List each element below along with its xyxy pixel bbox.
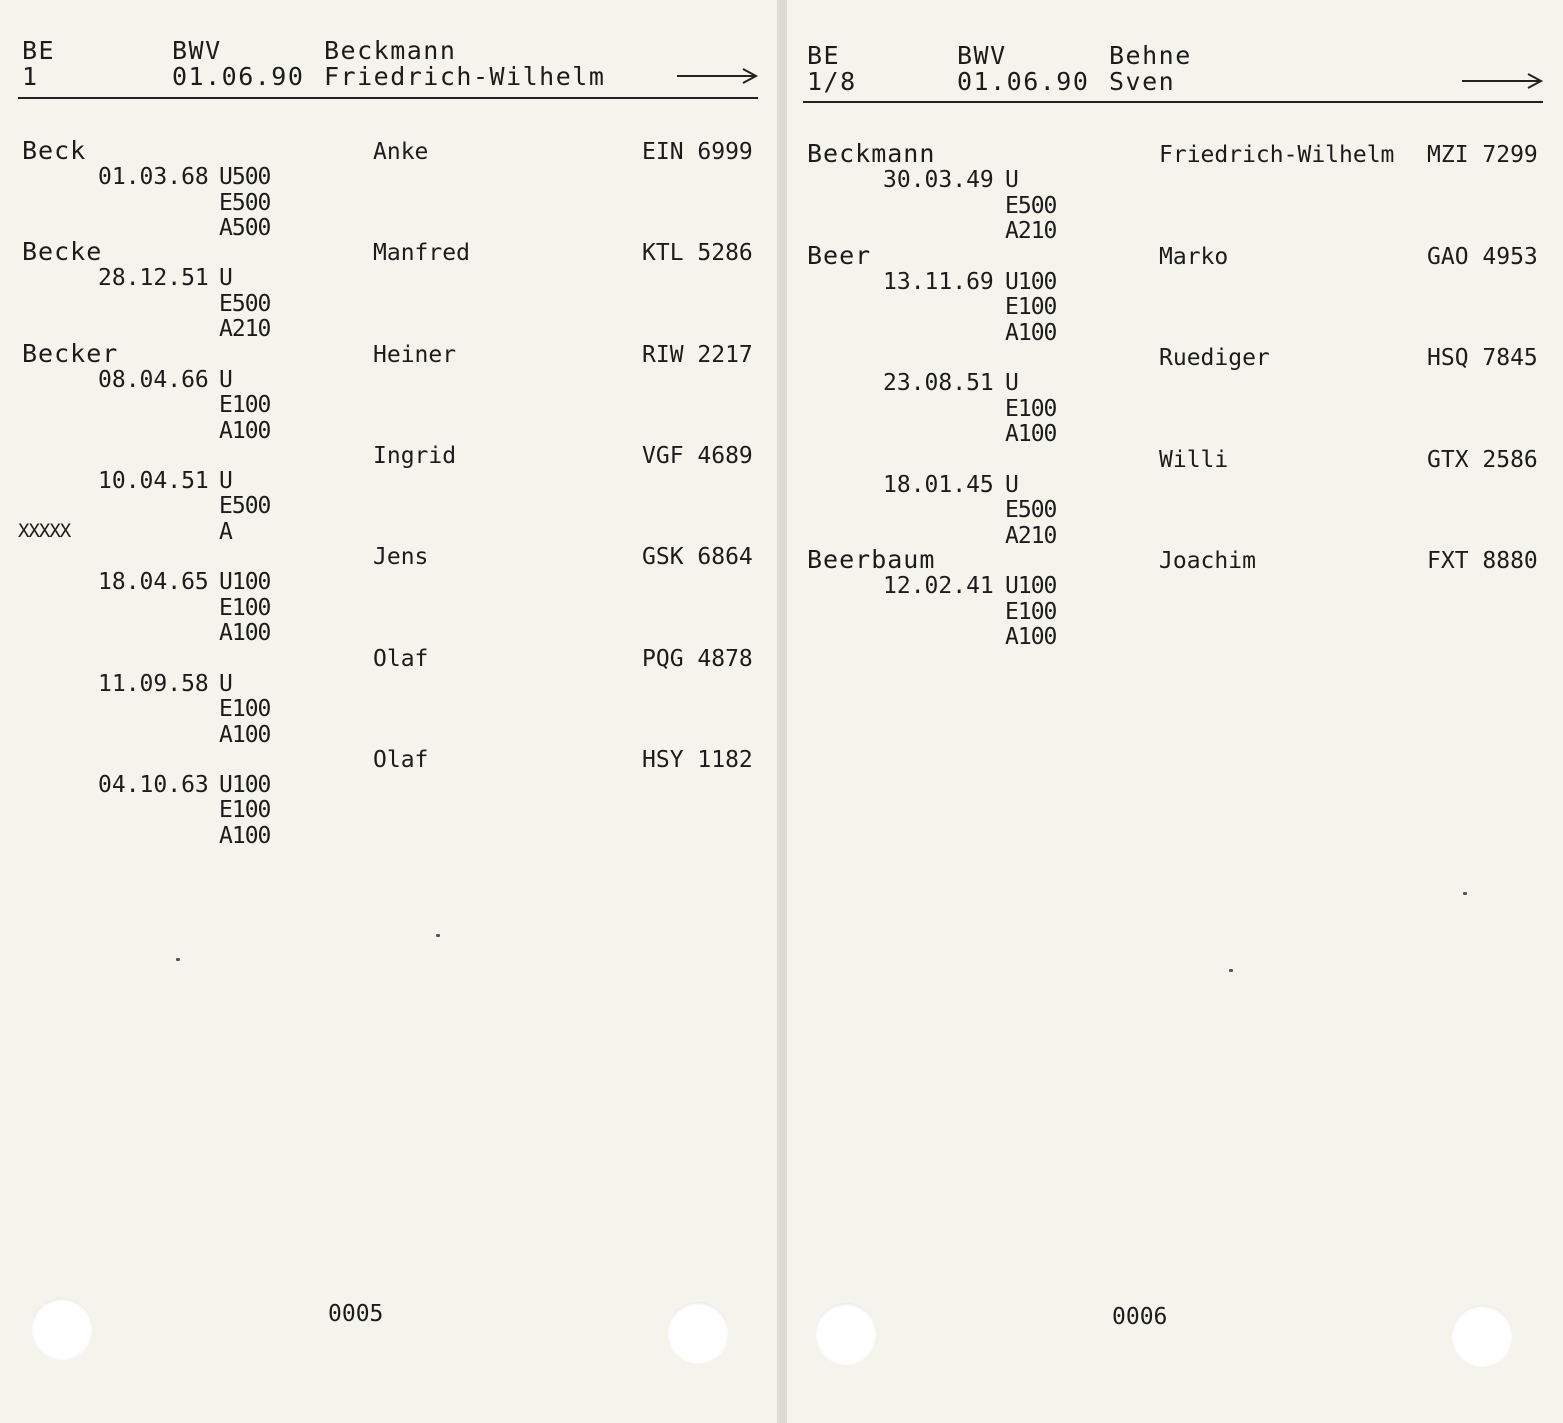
row-date: 23.08.51 (883, 370, 994, 396)
row-id: PQG 4878 (642, 645, 753, 672)
row-code: U (1005, 471, 1018, 498)
row-code: A100 (1005, 624, 1057, 650)
row-surname: Beer (807, 240, 872, 270)
row-code: A (219, 518, 232, 545)
header-org: BWV (957, 41, 1007, 70)
row-code: A100 (219, 822, 271, 849)
punch-hole (31, 1298, 93, 1360)
paper-speck (176, 958, 180, 961)
header-code: BE (807, 41, 841, 70)
header-date: 01.06.90 (957, 67, 1090, 96)
row-id: HSY 1182 (642, 746, 753, 773)
row-code: A210 (1005, 218, 1057, 244)
row-date: 30.03.49 (883, 167, 994, 193)
row-code: E100 (219, 392, 271, 419)
row-mark: XXXXX (18, 519, 71, 542)
row-id: FXT 8880 (1427, 548, 1538, 574)
row-surname: Beckmann (807, 139, 936, 168)
row-date: 18.04.65 (98, 569, 209, 596)
header-rule (18, 97, 758, 99)
row-date: 13.11.69 (883, 268, 994, 295)
row-code: A100 (1005, 319, 1057, 346)
row-code: A100 (219, 721, 271, 748)
row-firstname: Heiner (373, 341, 457, 368)
row-firstname: Jens (373, 544, 429, 571)
row-id: MZI 7299 (1427, 142, 1538, 168)
header-last-name: Behne (1109, 41, 1192, 70)
header-org: BWV (172, 36, 222, 65)
row-date: 12.02.41 (883, 573, 994, 599)
row-code: U (1005, 370, 1018, 396)
row-date: 28.12.51 (98, 265, 209, 292)
row-id: GTX 2586 (1427, 446, 1538, 473)
header-first-name: Sven (1109, 67, 1176, 96)
header-last-name: Beckmann (324, 36, 457, 65)
row-code: E100 (219, 696, 271, 722)
row-code: A210 (219, 316, 271, 343)
header-sheet-number: 1 (22, 62, 39, 91)
row-id: KTL 5286 (642, 240, 753, 267)
row-firstname: Marko (1159, 243, 1229, 270)
row-surname: Becker (22, 338, 119, 368)
row-code: U100 (1005, 268, 1057, 295)
row-code: U (1005, 167, 1018, 193)
header-date: 01.06.90 (172, 62, 305, 91)
row-date: 10.04.51 (98, 467, 209, 494)
row-code: U (219, 467, 232, 494)
header-code: BE (22, 36, 56, 65)
row-code: U500 (219, 164, 271, 190)
row-code: A100 (219, 417, 271, 444)
row-surname: Beerbaum (807, 545, 936, 574)
row-id: EIN 6999 (642, 139, 753, 165)
page-number: 0006 (1112, 1304, 1168, 1330)
row-code: A100 (1005, 421, 1057, 447)
row-code: U (219, 265, 232, 292)
row-code: E100 (1005, 294, 1057, 320)
row-firstname: Joachim (1159, 548, 1256, 574)
row-firstname: Ingrid (373, 442, 457, 469)
row-id: HSQ 7845 (1427, 345, 1538, 371)
row-code: E100 (1005, 395, 1057, 422)
left-page (0, 0, 777, 1423)
row-firstname: Olaf (373, 746, 429, 773)
paper-speck (1463, 892, 1467, 895)
row-code: U100 (1005, 573, 1057, 599)
row-code: U100 (219, 771, 271, 798)
row-date: 11.09.58 (98, 670, 209, 697)
row-code: U (219, 670, 232, 697)
row-code: U (219, 366, 232, 393)
row-date: 01.03.68 (98, 164, 209, 190)
row-code: E500 (219, 290, 271, 317)
paper-speck (1229, 969, 1233, 972)
row-code: A500 (219, 215, 271, 241)
next-arrow-icon (1460, 71, 1544, 91)
row-id: GSK 6864 (642, 544, 753, 571)
row-surname: Beck (22, 136, 87, 165)
row-id: VGF 4689 (642, 442, 753, 469)
row-code: E500 (219, 493, 271, 520)
row-date: 04.10.63 (98, 771, 209, 798)
row-date: 18.01.45 (883, 471, 994, 498)
row-code: E500 (1005, 192, 1057, 219)
header-sheet-number: 1/8 (807, 67, 857, 96)
next-arrow-icon (675, 66, 759, 86)
row-code: E100 (219, 797, 271, 824)
row-code: E100 (1005, 598, 1057, 625)
row-code: E500 (1005, 497, 1057, 523)
row-firstname: Olaf (373, 645, 429, 672)
row-firstname: Friedrich-Wilhelm (1159, 142, 1395, 168)
row-id: GAO 4953 (1427, 243, 1538, 270)
row-firstname: Willi (1159, 446, 1229, 473)
right-page (787, 0, 1563, 1423)
row-surname: Becke (22, 237, 103, 267)
punch-hole (667, 1302, 729, 1364)
row-date: 08.04.66 (98, 366, 209, 393)
row-id: RIW 2217 (642, 341, 753, 368)
row-firstname: Ruediger (1159, 345, 1270, 371)
page-number: 0005 (328, 1301, 384, 1327)
row-code: A210 (1005, 522, 1057, 549)
punch-hole (1451, 1305, 1513, 1367)
row-code: U100 (219, 569, 271, 596)
row-code: A100 (219, 620, 271, 647)
paper-speck (436, 934, 440, 937)
row-firstname: Manfred (373, 240, 470, 267)
row-code: E100 (219, 594, 271, 621)
row-code: E500 (219, 189, 271, 216)
header-rule (803, 101, 1543, 103)
row-firstname: Anke (373, 139, 429, 165)
header-first-name: Friedrich-Wilhelm (324, 62, 606, 91)
punch-hole (815, 1303, 877, 1365)
